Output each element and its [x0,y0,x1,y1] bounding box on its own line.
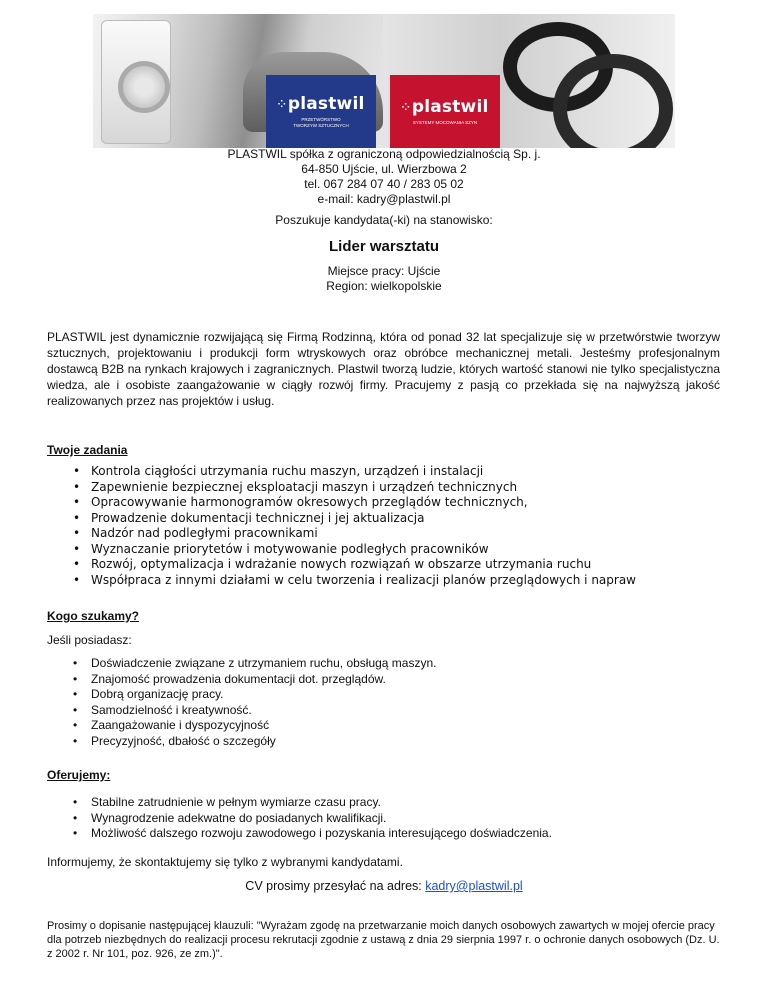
list-item: • Stabilne zatrudnienie w pełnym wymiarze czasu pracy. [73,795,552,811]
list-item: • Rozwój, optymalizacja i wdrażanie nowych rozwiązań w obszarze utrzymania ruchu [73,557,636,573]
logo-dots-icon: ⁘ [277,98,285,110]
list-item: • Wyznaczanie priorytetów i motywowanie podległych pracowników [73,542,636,558]
job-location [0,264,768,294]
list-item: • Wynagrodzenie adekwatne do posiadanych kwalifikacji. [73,811,552,827]
list-item: • Dobrą organizację pracy. [73,687,437,703]
contact-notice: Informujemy, że skontaktujemy się tylko z wybranymi kandydatami. [47,855,403,869]
offers-heading: Oferujemy: [47,768,111,782]
job-title: Lider warsztatu [328,238,440,255]
offers-list [73,795,552,842]
list-item: • Doświadczenie związane z utrzymaniem ruchu, obsługą maszyn. [73,656,437,672]
cv-email-link[interactable]: kadry@plastwil.pl [425,879,523,893]
list-item: • Zapewnienie bezpiecznej eksploatacji maszyn i urządzeń technicznych [73,480,636,496]
cv-label: CV prosimy przesyłać na adres: [245,879,426,893]
list-item: • Kontrola ciągłości utrzymania ruchu maszyn, urządzeń i instalacji [73,464,636,480]
company-address: 64-850 Ujście, ul. Wierzbowa 2 [301,162,467,176]
list-item: • Możliwość dalszego rozwoju zawodowego i pozyskania interesującego doświadczenia. [73,826,552,842]
plastwil-logo-rail-fastening: ⁘ plastwil SYSTEMY MOCOWANIA SZYN [390,75,500,148]
company-email: e-mail: kadry@plastwil.pl [317,192,451,206]
cv-instructions [0,879,768,893]
tasks-list [73,464,636,588]
company-intro: PLASTWIL jest dynamicznie rozwijającą się Firmą Rodzinną, która od ponad 32 lat specjalizuje się w przetwórstwie tworzyw sztucznych, projektowaniu i produkcji form wtryskowych oraz obróbce mechanicznej metali. Jesteśmy profesjonalnym dostawcą B2B na rynkach krajowych i zagranicznych. Plastwil tworzą ludzie, których wartość stanowi nie tylko specjalistyczna wiedza, ale i osobiste zaangażowanie w ciągły rozwój firmy. Pracujemy z pasją co przekłada się na najwyższą jakość realizowanych przez nas projektów i usług. [47,330,720,408]
logo-dots-icon: ⁘ [401,101,409,113]
region: Region: wielkopolskie [326,279,442,293]
list-item: • Znajomość prowadzenia dokumentacji dot. przeglądów. [73,672,437,688]
list-item: • Samodzielność i kreatywność. [73,703,437,719]
seeking-line: Poszukuje kandydata(-ki) na stanowisko: [275,213,493,227]
washing-machine-image [101,20,171,144]
header-banner [93,14,675,148]
requirements-heading: Kogo szukamy? [47,609,140,623]
list-item: • Nadzór nad podległymi pracownikami [73,526,636,542]
company-phone: tel. 067 284 07 40 / 283 05 02 [304,177,464,191]
requirements-list [73,656,437,749]
list-item: • Współpraca z innymi działami w celu tworzenia i realizacji planów przeglądowych i napraw [73,573,636,589]
workplace: Miejsce pracy: Ujście [327,264,441,278]
list-item: • Prowadzenie dokumentacji technicznej i jej aktualizacja [73,511,636,527]
requirements-lead: Jeśli posiadasz: [47,633,132,647]
list-item: • Precyzyjność, dbałość o szczegóły [73,734,437,750]
tasks-heading: Twoje zadania [47,443,128,457]
gdpr-clause: Prosimy o dopisanie następującej klauzuli: "Wyrażam zgodę na przetwarzanie moich danych osobowych zawartych w mojej ofercie pracy dla potrzeb niezbędnych do realizacji procesu rekrutacji zgodnie z ustawą z dnia 29 sierpnia 1997 r. o ochronie danych osobowych (Dz. U. z 2002 r. Nr 101, poz. 926, ze zm.)". [47,920,720,960]
list-item: • Opracowywanie harmonogramów okresowych przeglądów technicznych, [73,495,636,511]
list-item: • Zaangażowanie i dyspozycyjność [73,718,437,734]
company-contact-block [0,147,768,207]
plastwil-logo-plastics: ⁘ plastwil PRZETWÓRSTWO TWORZYW SZTUCZNYCH [266,75,376,148]
company-name: PLASTWIL spółka z ograniczoną odpowiedzialnością Sp. j. [227,147,541,161]
